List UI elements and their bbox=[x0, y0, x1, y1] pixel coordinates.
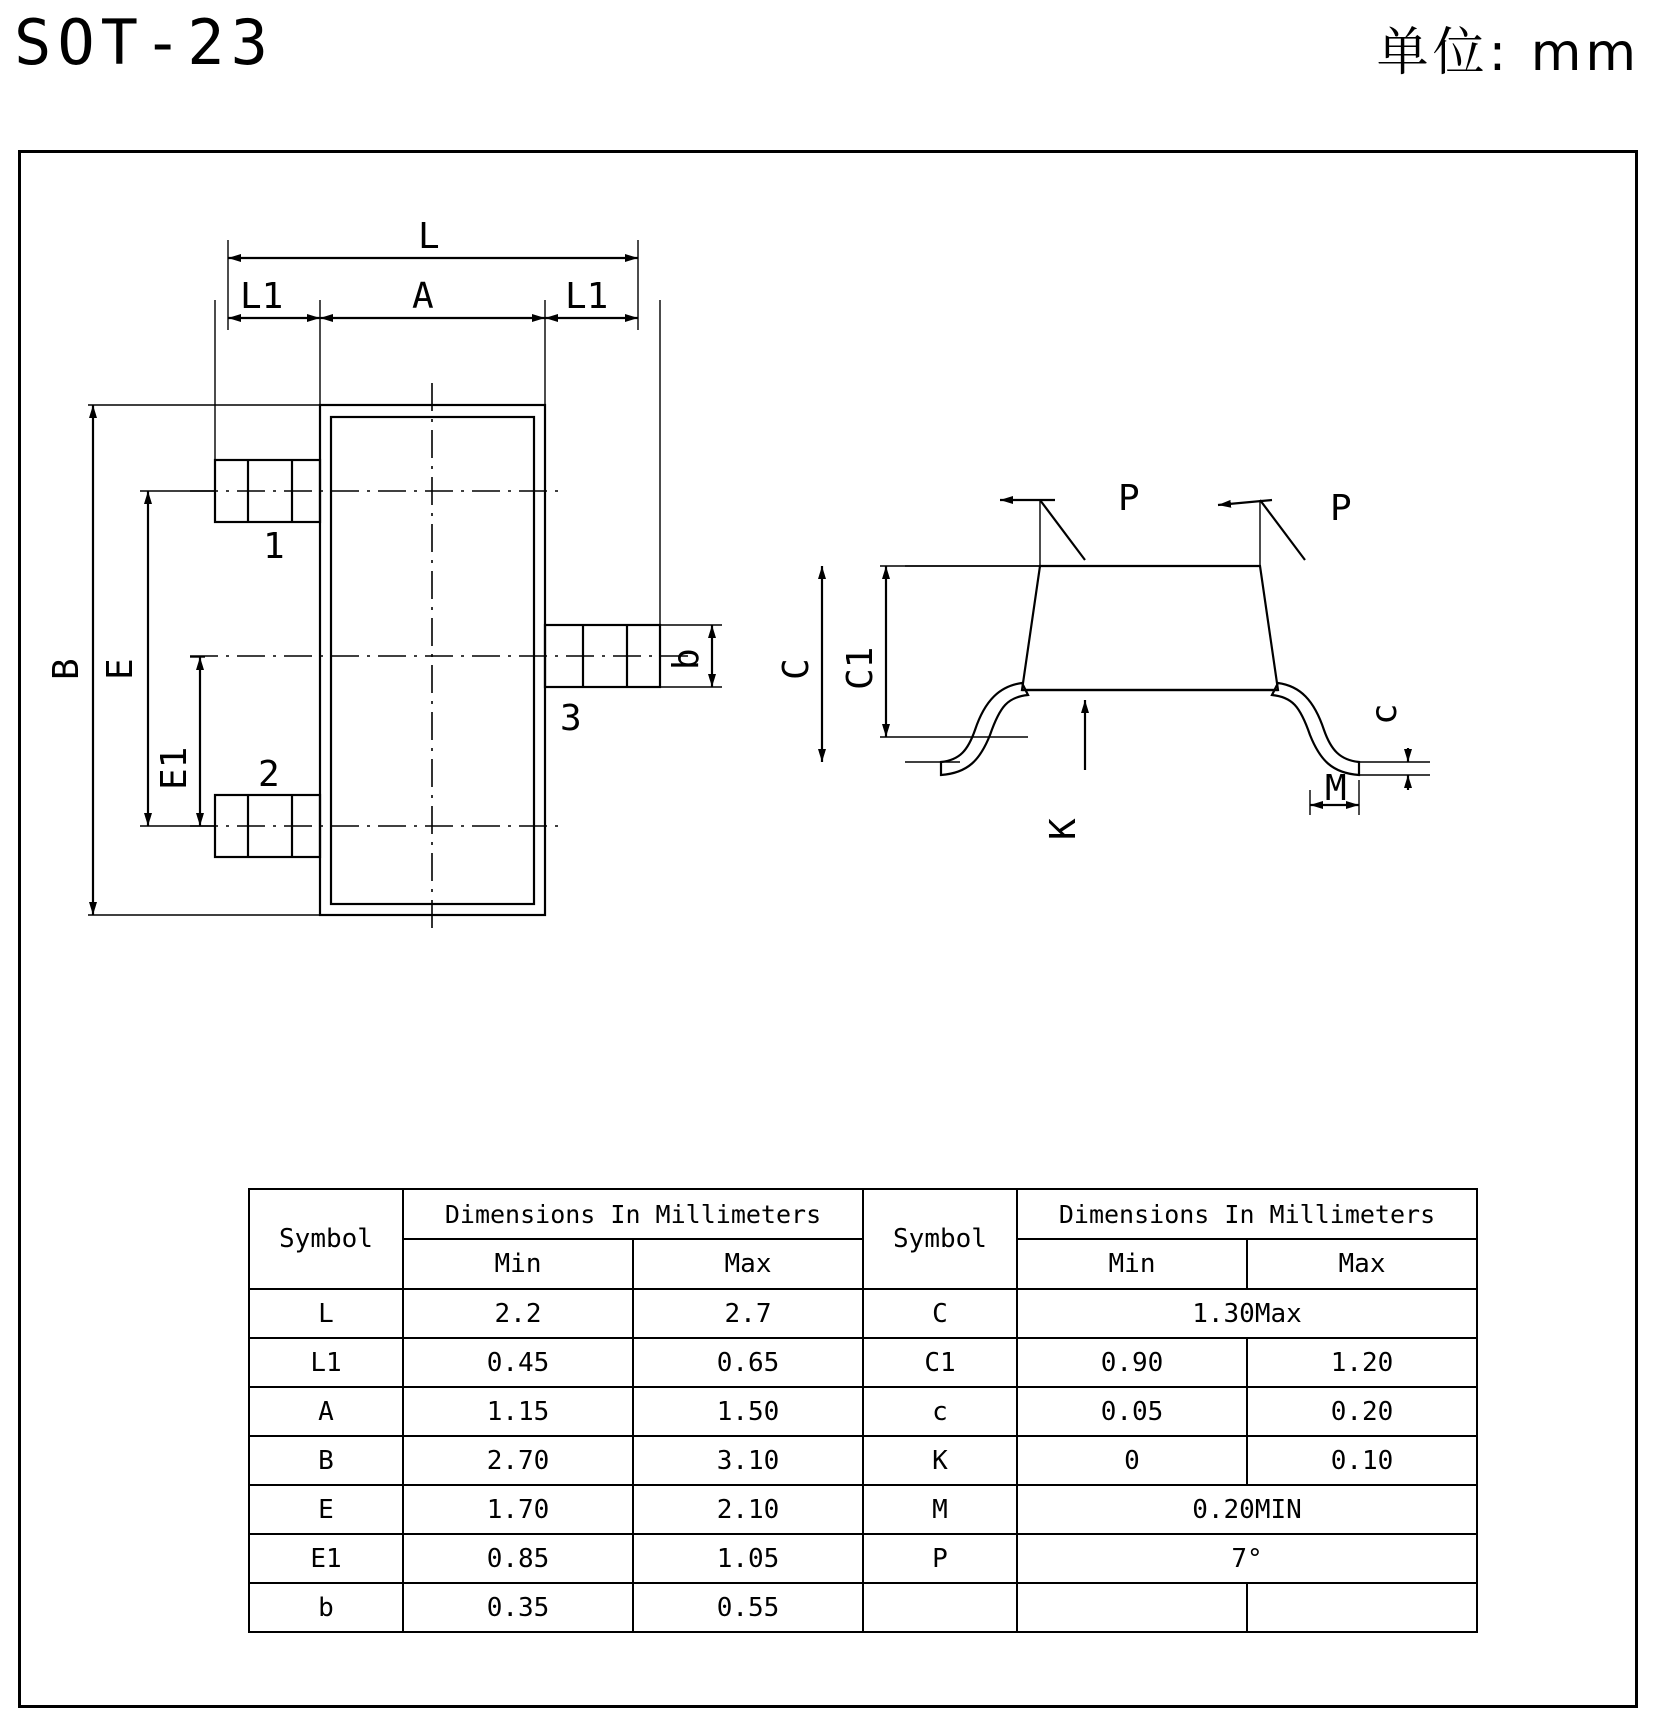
header-min-left: Min bbox=[403, 1239, 633, 1289]
cell-max: 1.50 bbox=[633, 1387, 863, 1436]
cell-min: 2.70 bbox=[403, 1436, 633, 1485]
cell-min: 0.05 bbox=[1017, 1387, 1247, 1436]
cell-min: 0.85 bbox=[403, 1534, 633, 1583]
label-P-right: P bbox=[1330, 488, 1352, 529]
cell-min: 0.45 bbox=[403, 1338, 633, 1387]
cell-max: 0.20 bbox=[1247, 1387, 1477, 1436]
cell-max: 2.10 bbox=[633, 1485, 863, 1534]
label-C: C bbox=[776, 658, 817, 680]
cell-max: 0.10 bbox=[1247, 1436, 1477, 1485]
table-row bbox=[249, 1485, 1477, 1534]
cell-max: 3.10 bbox=[633, 1436, 863, 1485]
cell-min: 0.35 bbox=[403, 1583, 633, 1632]
cell-value-span: 1.30Max bbox=[1017, 1289, 1477, 1338]
cell-value-span: 7° bbox=[1017, 1534, 1477, 1583]
label-K: K bbox=[1043, 818, 1084, 840]
table-row bbox=[249, 1534, 1477, 1583]
label-M: M bbox=[1325, 768, 1347, 809]
cell-symbol: L bbox=[249, 1289, 403, 1338]
header-symbol-right: Symbol bbox=[863, 1189, 1017, 1289]
cell-symbol: b bbox=[249, 1583, 403, 1632]
header-symbol-left: Symbol bbox=[249, 1189, 403, 1289]
label-L1-left: L1 bbox=[240, 276, 284, 317]
dimensions-table bbox=[248, 1188, 1478, 1633]
cell-max: 2.7 bbox=[633, 1289, 863, 1338]
table-row bbox=[249, 1289, 1477, 1338]
cell-min: 1.70 bbox=[403, 1485, 633, 1534]
table-header-row-1 bbox=[249, 1189, 1477, 1239]
cell-symbol: A bbox=[249, 1387, 403, 1436]
cell-max: 1.05 bbox=[633, 1534, 863, 1583]
label-L1-right: L1 bbox=[565, 276, 609, 317]
cell-symbol: E bbox=[249, 1485, 403, 1534]
cell-symbol: c bbox=[863, 1387, 1017, 1436]
cell-symbol: B bbox=[249, 1436, 403, 1485]
cell-min: 0.90 bbox=[1017, 1338, 1247, 1387]
cell-min: 0 bbox=[1017, 1436, 1247, 1485]
header-min-right: Min bbox=[1017, 1239, 1247, 1289]
cell-max: 0.55 bbox=[633, 1583, 863, 1632]
label-L: L bbox=[418, 216, 440, 257]
unit-note: 单位: mm bbox=[1376, 23, 1640, 83]
cell-max: 0.65 bbox=[633, 1338, 863, 1387]
label-A: A bbox=[412, 276, 434, 317]
label-C1: C1 bbox=[840, 646, 881, 690]
cell-symbol: P bbox=[863, 1534, 1017, 1583]
label-b: b bbox=[666, 648, 707, 670]
table-row bbox=[249, 1583, 1477, 1632]
cell-symbol: M bbox=[863, 1485, 1017, 1534]
cell-symbol: L1 bbox=[249, 1338, 403, 1387]
cell-max: 1.20 bbox=[1247, 1338, 1477, 1387]
cell-min bbox=[1017, 1583, 1247, 1632]
cell-symbol: K bbox=[863, 1436, 1017, 1485]
table-row bbox=[249, 1338, 1477, 1387]
page-title: SOT-23 bbox=[14, 6, 274, 79]
cell-symbol: C bbox=[863, 1289, 1017, 1338]
label-E1: E1 bbox=[154, 746, 195, 790]
label-pin-2: 2 bbox=[258, 754, 280, 795]
label-E: E bbox=[100, 658, 141, 680]
cell-min: 2.2 bbox=[403, 1289, 633, 1338]
header-dims-right: Dimensions In Millimeters bbox=[1017, 1189, 1477, 1239]
table-row bbox=[249, 1387, 1477, 1436]
cell-min: 1.15 bbox=[403, 1387, 633, 1436]
cell-symbol bbox=[863, 1583, 1017, 1632]
label-P-left: P bbox=[1118, 478, 1140, 519]
label-c: c bbox=[1364, 703, 1405, 725]
header-max-left: Max bbox=[633, 1239, 863, 1289]
header-dims-left: Dimensions In Millimeters bbox=[403, 1189, 863, 1239]
label-pin-3: 3 bbox=[560, 698, 582, 739]
table-row bbox=[249, 1436, 1477, 1485]
cell-value-span: 0.20MIN bbox=[1017, 1485, 1477, 1534]
cell-symbol: E1 bbox=[249, 1534, 403, 1583]
label-pin-1: 1 bbox=[263, 526, 285, 567]
header-max-right: Max bbox=[1247, 1239, 1477, 1289]
cell-max bbox=[1247, 1583, 1477, 1632]
label-B: B bbox=[46, 658, 87, 680]
cell-symbol: C1 bbox=[863, 1338, 1017, 1387]
